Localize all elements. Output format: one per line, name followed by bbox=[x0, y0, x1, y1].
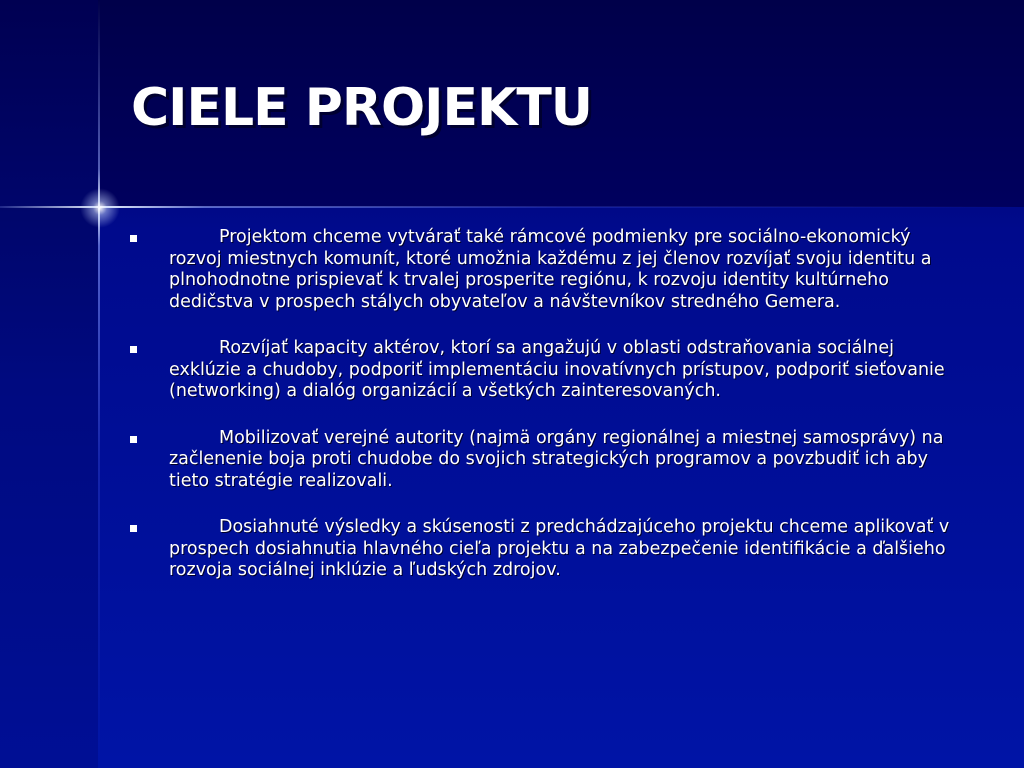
square-bullet-icon bbox=[130, 346, 137, 353]
bullet-text: Dosiahnuté výsledky a skúsenosti z predchádzajúceho projektu chceme aplikovať v prospech dosiahnutia hlavného cieľa projektu a na zabezpečenie identifikácie a ďalšieho rozvoja sociálnej inklúzie a ľudských zdrojov. bbox=[169, 517, 950, 580]
square-bullet-icon bbox=[130, 525, 137, 532]
star-horizontal-line bbox=[0, 206, 1024, 208]
bullet-item bbox=[128, 338, 968, 403]
bullet-item bbox=[128, 428, 968, 493]
bullet-text: Mobilizovať verejné autority (najmä orgány regionálnej a miestnej samosprávy) na začlenenie boja proti chudobe do svojich strategických programov a povzbudiť ich aby tieto stratégie realizovali. bbox=[169, 427, 944, 491]
bullet-list bbox=[128, 227, 968, 607]
bullet-text: Projektom chceme vytvárať také rámcové podmienky pre sociálno-ekonomický rozvoj miestnych komunít, ktoré umožnia každému z jej členov rozvíjať svoju identitu a plnohodnotne prispievať k trvalej prosperite regiónu, k rozvoju identity kultúrneho dedičstva v prospech stálych obyvateľov a návštevníkov stredného Gemera. bbox=[169, 227, 932, 312]
left-band bbox=[0, 0, 98, 768]
star-glow-icon bbox=[80, 188, 120, 228]
square-bullet-icon bbox=[130, 235, 137, 242]
bullet-item bbox=[128, 227, 968, 313]
star-vertical-line bbox=[98, 0, 100, 768]
bullet-text: Rozvíjať kapacity aktérov, ktorí sa angažujú v oblasti odstraňovania sociálnej exklúzie a chudoby, podporiť implementáciu inovatívnych prístupov, podporiť sieťovanie (networking) a dialóg organizácií a všetkých zainteresovaných. bbox=[169, 338, 945, 401]
slide-title: CIELE PROJEKTU bbox=[131, 78, 593, 138]
bullet-item bbox=[128, 517, 968, 582]
square-bullet-icon bbox=[130, 436, 137, 443]
